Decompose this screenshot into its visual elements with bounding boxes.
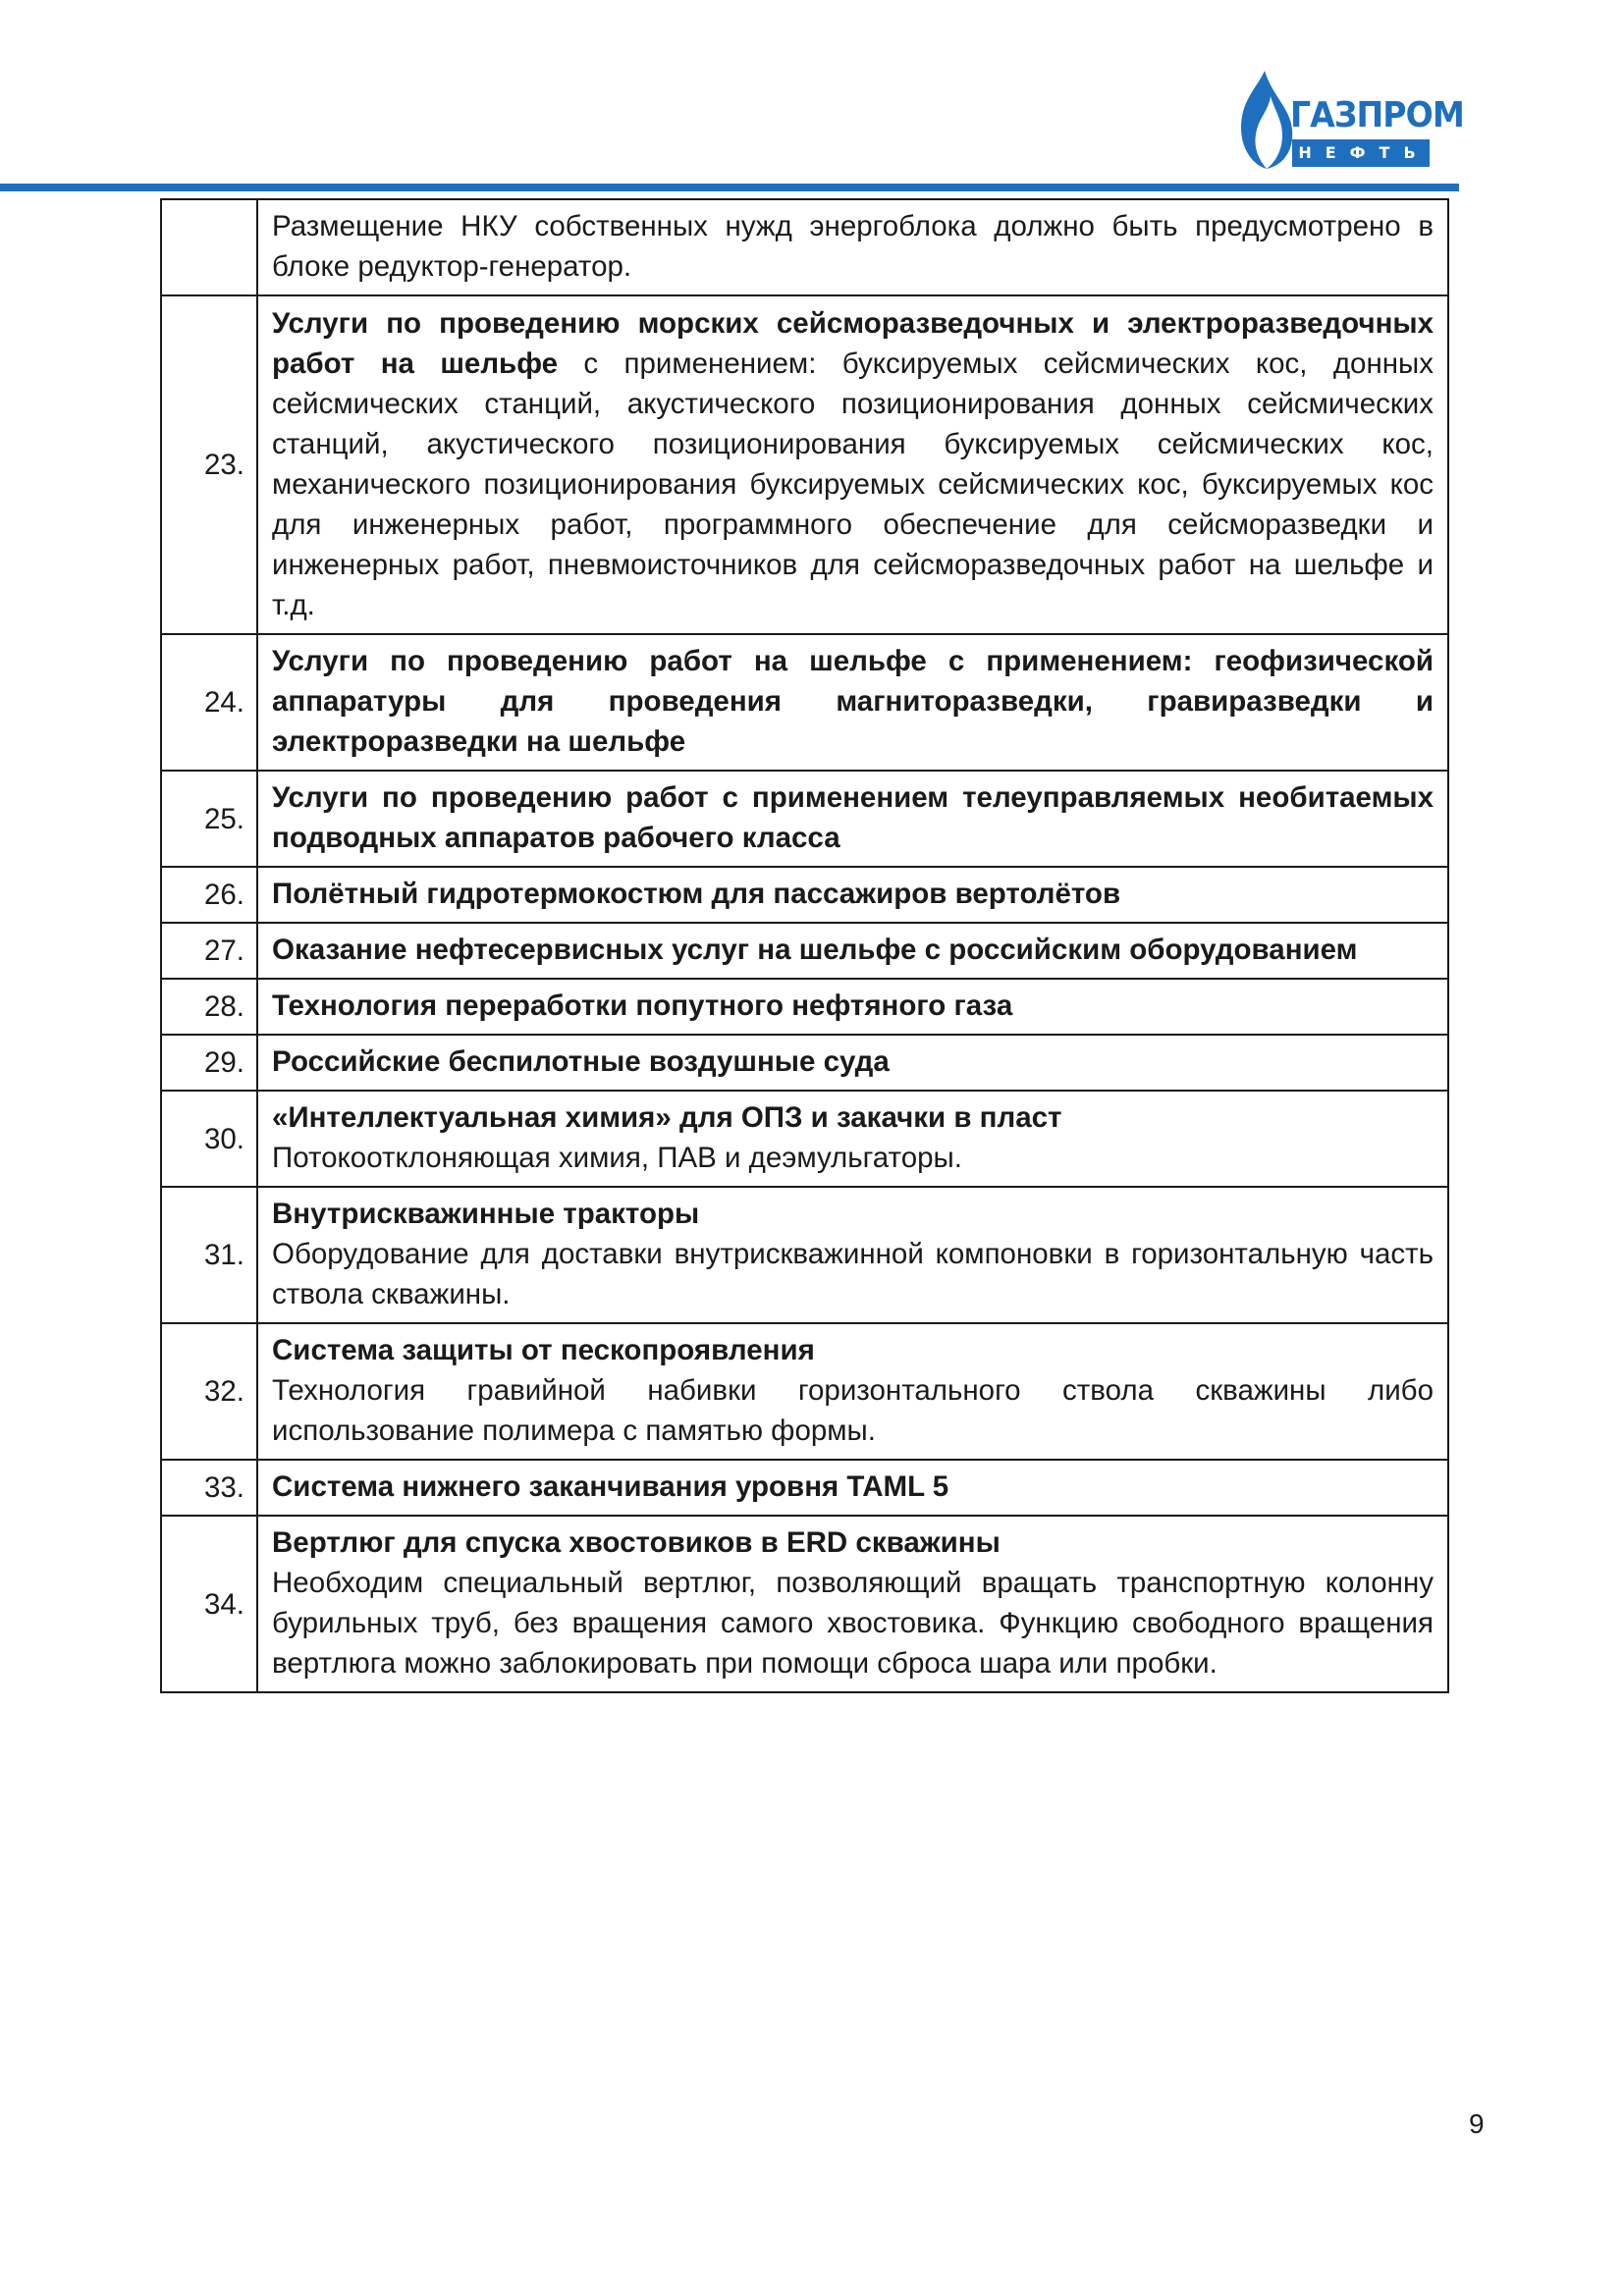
row-text: Технология гравийной набивки горизонтального ствола скважины либо использование полимера с памятью формы. [272,1374,1434,1447]
row-content [257,923,1448,979]
table-row [161,1091,1448,1187]
row-content [257,1516,1448,1692]
row-title: Технология переработки попутного нефтяного газа [272,989,1013,1022]
row-number: 28. [161,979,257,1035]
row-number: 32. [161,1323,257,1460]
row-text: Необходим специальный вертлюг, позволяющий вращать транспортную колонну бурильных труб, без вращения самого хвостовика. Функцию свободного вращения вертлюга можно заблокировать при помощи сброса шара или пробки. [272,1567,1434,1680]
row-title: Оказание нефтесервисных услуг на шельфе с российским оборудованием [272,934,1358,966]
logo-wordmark-bottom: НЕФТЬ [1292,139,1430,167]
row-text: с применением: буксируемых сейсмических кос, донных сейсмических станций, акустического позиционирования донных сейсмических станций, акустического позиционирования буксируемых сейсмических кос, механического позиционирования буксируемых сейсмических кос, буксируемых кос для инженерных работ, программного обеспечение для сейсморазведки и инженерных работ, пневмоисточников для сейсморазведочных работ на шельфе и т.д. [272,347,1434,621]
table-row [161,867,1448,923]
table-row [161,1516,1448,1692]
logo-wordmark-top: ГАЗПРОМ [1290,95,1464,135]
row-content [257,771,1448,867]
row-text: Размещение НКУ собственных нужд энергоблока должно быть предусмотрено в блоке редуктор-генератор. [272,210,1434,283]
row-number: 29. [161,1035,257,1091]
row-content [257,1035,1448,1091]
row-title: «Интеллектуальная химия» для ОПЗ и закачки в пласт [272,1101,1062,1134]
flame-icon [1227,67,1296,177]
row-content [257,634,1448,771]
row-number: 30. [161,1091,257,1187]
row-content [257,1187,1448,1323]
table-row [161,199,1448,295]
row-title: Система нижнего заканчивания уровня TAML 5 [272,1470,949,1503]
table-row [161,295,1448,634]
row-number: 26. [161,867,257,923]
page-number: 9 [1469,2109,1485,2139]
row-title: Услуги по проведению работ на шельфе с применением: геофизической аппаратуры для проведения магниторазведки, гравиразведки и электроразведки на шельфе [272,645,1434,758]
table-row [161,923,1448,979]
row-number: 27. [161,923,257,979]
row-text: Оборудование для доставки внутрискважинной компоновки в горизонтальную часть ствола скважины. [272,1238,1434,1310]
row-number: 31. [161,1187,257,1323]
header-divider [0,184,1459,191]
row-number: 24. [161,634,257,771]
table-row [161,1187,1448,1323]
row-content [257,1460,1448,1516]
row-content [257,295,1448,634]
row-title: Полётный гидротермокостюм для пассажиров вертолётов [272,878,1121,910]
table-row [161,1323,1448,1460]
row-number [161,199,257,295]
table-row [161,771,1448,867]
table-row [161,634,1448,771]
row-title: Внутрискважинные тракторы [272,1198,700,1230]
row-title: Услуги по проведению работ с применением телеуправляемых необитаемых подводных аппаратов рабочего класса [272,781,1434,854]
row-content [257,979,1448,1035]
row-content [257,1091,1448,1187]
row-content [257,199,1448,295]
row-title: Услуги по проведению морских сейсморазведочных и электроразведочных работ на шельфе [272,306,1434,380]
table-row [161,1460,1448,1516]
row-number: 23. [161,295,257,634]
table-row [161,979,1448,1035]
row-text: Потокоотклоняющая химия, ПАВ и деэмульгаторы. [272,1142,962,1174]
table-row [161,1035,1448,1091]
row-title: Система защиты от пескопроявления [272,1334,815,1366]
row-number: 34. [161,1516,257,1692]
row-number: 25. [161,771,257,867]
row-title: Вертлюг для спуска хвостовиков в ERD скважины [272,1526,1001,1559]
row-title: Российские беспилотные воздушные суда [272,1045,890,1078]
row-content [257,1323,1448,1460]
items-table [160,198,1449,1693]
gazprom-neft-logo [1227,67,1464,177]
row-content [257,867,1448,923]
row-number: 33. [161,1460,257,1516]
